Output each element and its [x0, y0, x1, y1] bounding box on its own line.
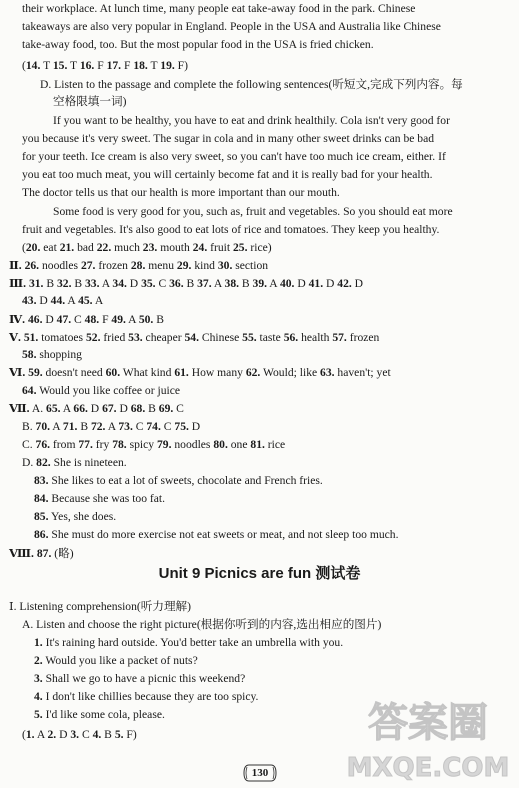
text-line — [9, 545, 74, 563]
page-number — [243, 763, 277, 783]
line-text: Would you like coffee or juice — [36, 384, 181, 397]
line-text: Ⅰ. Listening comprehension(听力理解) — [9, 600, 191, 613]
item-number: 39. — [252, 277, 268, 290]
text-line — [9, 311, 164, 329]
item-number: 76. — [35, 438, 51, 451]
line-text: C — [71, 313, 85, 326]
line-text: The doctor tells us that our health is more important than our mouth. — [22, 186, 340, 199]
item-number: 32. — [56, 277, 72, 290]
text-line — [22, 148, 446, 166]
item-number: 31. — [28, 277, 44, 290]
text-line — [9, 329, 379, 347]
item-number: Ⅳ. — [9, 313, 26, 326]
item-number: 64. — [22, 384, 37, 397]
line-text: Some food is very good for you, such as, fruit and vegetables. So you should eat more — [53, 205, 453, 218]
item-number: 58. — [22, 348, 37, 361]
line-text: D — [126, 277, 142, 290]
item-number: 26. — [24, 259, 40, 272]
line-text: one — [227, 438, 251, 451]
line-text: D — [188, 420, 201, 433]
text-line — [22, 418, 200, 436]
line-text: D. Listen to the passage and complete the following sentences(听短文,完成下列内容。每 — [40, 78, 463, 91]
text-line — [34, 634, 343, 652]
item-number: 18. — [133, 59, 148, 72]
line-text: ( — [22, 59, 26, 72]
line-text: eat — [40, 241, 60, 254]
line-text: Would you like a packet of nuts? — [42, 654, 198, 667]
line-text: D — [36, 294, 51, 307]
line-text: She likes to eat a lot of sweets, chocolate and French fries. — [48, 474, 323, 487]
text-line — [34, 706, 165, 724]
item-number: 81. — [250, 438, 265, 451]
item-number: 2. — [34, 654, 43, 667]
item-number: 15. — [52, 59, 68, 72]
item-number: 83. — [34, 474, 49, 487]
watermark-logo — [342, 690, 514, 786]
text-line — [34, 670, 245, 688]
line-text: bad — [74, 241, 97, 254]
text-line — [22, 726, 137, 744]
line-text: She is nineteen. — [50, 456, 127, 469]
item-number: 80. — [213, 438, 228, 451]
line-text: D — [323, 277, 338, 290]
item-number: 20. — [25, 241, 41, 254]
text-line — [53, 93, 126, 111]
item-number: 43. — [22, 294, 37, 307]
text-line — [9, 400, 184, 418]
item-number: 25. — [233, 241, 248, 254]
line-text: A. Listen and choose the right picture(根据你听到的内容,选出相应的图片) — [22, 618, 382, 631]
line-text: (略) — [51, 547, 74, 560]
text-line — [22, 0, 415, 18]
line-text: Chinese — [199, 331, 243, 344]
item-number: Ⅷ. — [9, 547, 34, 560]
item-number: 30. — [217, 259, 233, 272]
line-text: C — [79, 728, 93, 741]
line-text: Would; like — [260, 366, 321, 379]
text-line — [34, 508, 116, 526]
line-text: frozen — [95, 259, 131, 272]
item-number: 54. — [184, 331, 199, 344]
item-number: 68. — [130, 402, 146, 415]
item-number: 1. — [25, 728, 35, 741]
line-text: B. — [22, 420, 36, 433]
line-text: T — [67, 59, 80, 72]
item-number: 73. — [118, 420, 133, 433]
line-text: D — [294, 277, 309, 290]
item-number: 22. — [96, 241, 112, 254]
item-number: 59. — [28, 366, 43, 379]
text-line — [22, 18, 441, 36]
text-line — [53, 112, 450, 130]
text-line — [22, 436, 285, 454]
line-text: fry — [92, 438, 113, 451]
line-text: D — [42, 313, 57, 326]
text-line — [22, 184, 340, 202]
line-text: F — [99, 313, 112, 326]
item-number: 47. — [56, 313, 72, 326]
item-number: 24. — [192, 241, 208, 254]
line-text: fruit and vegetables. It's also good to eat lots of rice and tomatoes. They keep you healthy. — [22, 223, 440, 236]
text-line — [22, 57, 188, 75]
text-line — [34, 472, 323, 490]
item-number: 57. — [332, 331, 347, 344]
item-number: 56. — [283, 331, 299, 344]
item-number: 87. — [36, 547, 52, 560]
text-line — [22, 382, 180, 400]
line-text: B — [183, 277, 198, 290]
line-text: health — [298, 331, 333, 344]
line-text: ( — [22, 728, 26, 741]
text-line — [34, 490, 165, 508]
item-number: Ⅱ. — [9, 259, 22, 272]
line-text: How many — [188, 366, 246, 379]
line-text: noodles — [39, 259, 81, 272]
item-number: 84. — [34, 492, 49, 505]
line-text: fried — [100, 331, 129, 344]
item-number: 50. — [138, 313, 154, 326]
item-number: 1. — [34, 636, 43, 649]
item-number: 4. — [34, 690, 43, 703]
item-number: 79. — [156, 438, 172, 451]
item-number: 65. — [46, 402, 61, 415]
item-number: 42. — [337, 277, 352, 290]
item-number: Ⅵ. — [9, 366, 26, 379]
line-text: spicy — [126, 438, 157, 451]
line-text: T — [147, 59, 161, 72]
line-text: It's raining hard outside. You'd better take an umbrella with you. — [42, 636, 344, 649]
line-text: rice — [264, 438, 286, 451]
item-number: 78. — [112, 438, 127, 451]
item-number: 21. — [59, 241, 75, 254]
item-number: 55. — [242, 331, 257, 344]
item-number: 67. — [102, 402, 117, 415]
line-text: F — [94, 59, 107, 72]
text-line — [9, 598, 191, 616]
line-text: 空格限填一词) — [53, 95, 127, 108]
line-text: section — [232, 259, 269, 272]
item-number: 77. — [78, 438, 93, 451]
text-line — [22, 166, 432, 184]
line-text: cheaper — [142, 331, 185, 344]
line-text: A — [99, 277, 113, 290]
line-text: F) — [123, 728, 137, 741]
item-number: 14. — [25, 59, 41, 72]
line-text: Because she was too fat. — [48, 492, 166, 505]
line-text: A — [34, 728, 48, 741]
text-line — [53, 203, 453, 221]
line-text: D — [116, 402, 131, 415]
unit-title: Unit 9 Picnics are fun 测试卷 — [158, 565, 361, 582]
line-text: take-away food, too. But the most popular food in the USA is fried chicken. — [22, 38, 374, 51]
line-text: If you want to be healthy, you have to eat and drink healthily. Cola isn't very good for — [53, 114, 450, 127]
item-number: 41. — [308, 277, 324, 290]
line-text: A — [105, 420, 119, 433]
line-text: A — [125, 313, 139, 326]
line-text: I'd like some cola, please. — [42, 708, 165, 721]
line-text: fruit — [207, 241, 233, 254]
item-number: 46. — [27, 313, 43, 326]
text-line — [22, 239, 272, 257]
item-number: 82. — [36, 456, 51, 469]
line-text: C. — [22, 438, 36, 451]
item-number: 66. — [73, 402, 88, 415]
item-number: 5. — [114, 728, 124, 741]
item-number: Ⅴ. — [9, 331, 21, 344]
text-line — [9, 275, 363, 293]
line-text: B — [145, 402, 159, 415]
line-text: F) — [174, 59, 188, 72]
item-number: 2. — [47, 728, 57, 741]
line-text: A. — [29, 402, 47, 415]
item-number: 35. — [141, 277, 156, 290]
item-number: 40. — [279, 277, 295, 290]
line-text: doesn't need — [42, 366, 106, 379]
line-text: A — [60, 402, 74, 415]
item-number: 37. — [197, 277, 212, 290]
line-text: rice) — [247, 241, 272, 254]
line-text: B — [239, 277, 253, 290]
item-number: 69. — [158, 402, 174, 415]
line-text: shopping — [36, 348, 82, 361]
line-text: A — [50, 420, 63, 433]
line-text: B — [153, 313, 164, 326]
line-text: I don't like chillies because they are too spicy. — [42, 690, 259, 703]
text-line — [22, 292, 103, 310]
text-line — [9, 364, 391, 382]
item-number: 27. — [80, 259, 96, 272]
line-text: their workplace. At lunch time, many people eat take-away food in the park. Chinese — [22, 2, 416, 15]
line-text: frozen — [346, 331, 380, 344]
item-number: 34. — [112, 277, 127, 290]
item-number: 75. — [174, 420, 189, 433]
item-number: 71. — [62, 420, 78, 433]
line-text: A — [65, 294, 79, 307]
line-text: D — [351, 277, 364, 290]
item-number: Ⅲ. — [9, 277, 27, 290]
item-number: 51. — [23, 331, 39, 344]
watermark-chars: 答案圈 — [368, 700, 488, 746]
watermark-url: MXQE.COM — [346, 753, 510, 783]
line-text: C — [155, 277, 170, 290]
line-text: from — [50, 438, 79, 451]
line-text: tomatoes — [38, 331, 86, 344]
item-number: 45. — [78, 294, 93, 307]
item-number: 4. — [92, 728, 102, 741]
text-line — [34, 688, 258, 706]
text-line — [22, 616, 381, 634]
text-line — [22, 36, 374, 54]
line-text: takeaways are also very popular in England. People in the USA and Australia like Chinese — [22, 20, 441, 33]
page-number-text: 130 — [251, 767, 269, 779]
line-text: Shall we go to have a picnic this weekend? — [42, 672, 246, 685]
text-line — [40, 76, 463, 94]
line-text: noodles — [171, 438, 214, 451]
text-line — [34, 652, 198, 670]
line-text: mouth — [157, 241, 193, 254]
line-text: you eat too much meat, you will certainly become fat and it is really bad for your health. — [22, 168, 433, 181]
line-text: Yes, she does. — [48, 510, 117, 523]
item-number: 74. — [146, 420, 161, 433]
item-number: 5. — [34, 708, 43, 721]
item-number: 44. — [50, 294, 66, 307]
item-number: 86. — [34, 528, 49, 541]
line-text: A — [211, 277, 225, 290]
item-number: 60. — [105, 366, 121, 379]
line-text: kind — [191, 259, 218, 272]
line-text: C — [132, 420, 147, 433]
item-number: 38. — [224, 277, 240, 290]
line-text: ( — [22, 241, 26, 254]
item-number: 48. — [84, 313, 100, 326]
line-text: haven't; yet — [334, 366, 391, 379]
line-text: C — [160, 420, 175, 433]
text-line — [22, 130, 434, 148]
line-text: B — [101, 728, 115, 741]
item-number: 3. — [70, 728, 80, 741]
text-line — [22, 346, 82, 364]
item-number: Ⅶ. — [9, 402, 30, 415]
text-line — [34, 526, 398, 544]
item-number: 49. — [111, 313, 126, 326]
text-line — [9, 257, 268, 275]
item-number: 33. — [85, 277, 100, 290]
item-number: 72. — [90, 420, 106, 433]
text-line — [22, 221, 439, 239]
line-text: much — [111, 241, 143, 254]
line-text: D — [87, 402, 103, 415]
item-number: 62. — [245, 366, 261, 379]
item-number: 53. — [128, 331, 143, 344]
line-text: B — [77, 420, 91, 433]
line-text: B — [43, 277, 57, 290]
item-number: 3. — [34, 672, 43, 685]
line-text: taste — [256, 331, 284, 344]
text-line — [22, 454, 127, 472]
item-number: 63. — [320, 366, 335, 379]
line-text: B — [71, 277, 85, 290]
item-number: 52. — [85, 331, 101, 344]
item-number: 85. — [34, 510, 49, 523]
item-number: 19. — [160, 59, 175, 72]
line-text: T — [40, 59, 53, 72]
line-text: She must do more exercise not eat sweets or meat, and not sleep too much. — [48, 528, 399, 541]
line-text: D. — [22, 456, 37, 469]
line-text: A — [92, 294, 104, 307]
line-text: C — [173, 402, 184, 415]
item-number: 16. — [79, 59, 95, 72]
item-number: 23. — [142, 241, 158, 254]
line-text: D — [56, 728, 71, 741]
item-number: 61. — [174, 366, 189, 379]
item-number: 29. — [176, 259, 192, 272]
line-text: F — [121, 59, 134, 72]
item-number: 36. — [169, 277, 184, 290]
line-text: menu — [145, 259, 177, 272]
line-text: you because it's very sweet. The sugar in cola and in many other sweet drinks can be bad — [22, 132, 435, 145]
line-text: What kind — [120, 366, 175, 379]
item-number: 17. — [106, 59, 122, 72]
line-text: for your teeth. Ice cream is also very sweet, so you can't have too much ice cream, either. If — [22, 150, 446, 163]
line-text: A — [267, 277, 280, 290]
item-number: 28. — [130, 259, 146, 272]
item-number: 70. — [35, 420, 51, 433]
